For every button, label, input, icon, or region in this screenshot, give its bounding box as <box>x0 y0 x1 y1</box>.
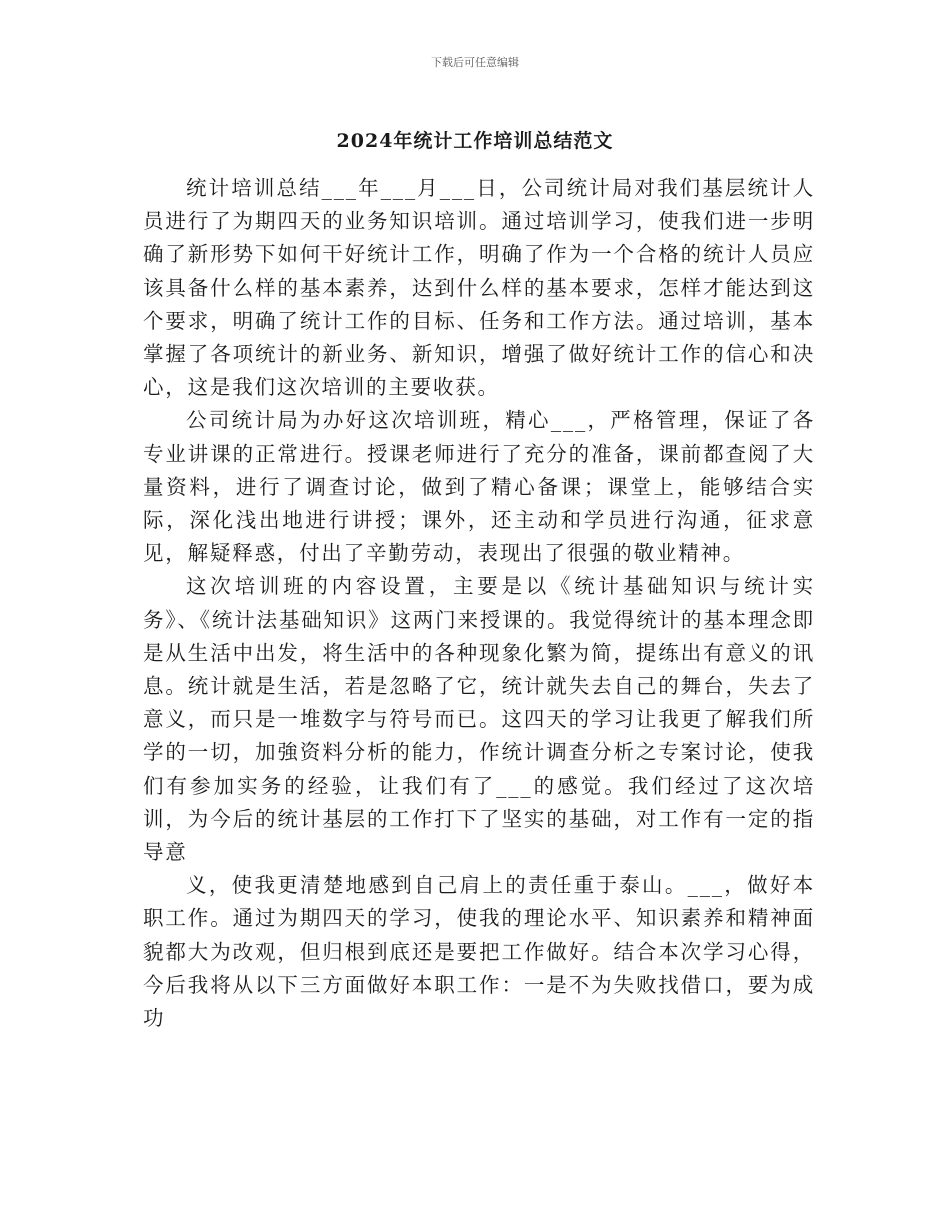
document-body <box>143 172 815 1035</box>
document-title: 2024年统计工作培训总结范文 <box>336 130 614 152</box>
header-note: 下载后可任意编辑 <box>431 56 519 69</box>
paragraph-4: 义，使我更清楚地感到自己肩上的责任重于泰山。___，做好本职工作。通过为期四天的学习，使我的理论水平、知识素养和精神面貌都大为改观，但归根到底还是要把工作做好。结合本次学习心得，今后我将从以下三方面做好本职工作：一是不为失败找借口，要为成功 <box>143 873 815 1031</box>
paragraph-2: 公司统计局为办好这次培训班，精心___，严格管理，保证了各专业讲课的正常进行。授课老师进行了充分的准备，课前都查阅了大量资料，进行了调查讨论，做到了精心备课；课堂上，能够结合实际，深化浅出地进行讲授；课外，还主动和学员进行沟通，征求意见，解疑释惑，付出了辛勤劳动，表现出了很强的敬业精神。 <box>143 408 815 566</box>
paragraph-3: 这次培训班的内容设置，主要是以《统计基础知识与统计实务》、《统计法基础知识》这两门来授课的。我觉得统计的基本理念即是从生活中出发，将生活中的各种现象化繁为简，提练出有意义的讯息。统计就是生活，若是忽略了它，统计就失去自己的舞台，失去了意义，而只是一堆数字与符号而已。这四天的学习让我更了解我们所学的一切，加強资料分析的能力，作统计调查分析之专案讨论，使我们有参加实务的经验，让我们有了___的感觉。我们经过了这次培训，为今后的统计基层的工作打下了坚实的基础，对工作有一定的指导意 <box>143 574 815 865</box>
paragraph-1: 统计培训总结___年___月___日，公司统计局对我们基层统计人员进行了为期四天的业务知识培训。通过培训学习，使我们进一步明确了新形势下如何干好统计工作，明确了作为一个合格的统计人员应该具备什么样的基本素养，达到什么样的基本要求，怎样才能达到这个要求，明确了统计工作的目标、任务和工作方法。通过培训，基本掌握了各项统计的新业务、新知识，增强了做好统计工作的信心和决心，这是我们这次培训的主要收获。 <box>143 176 815 400</box>
